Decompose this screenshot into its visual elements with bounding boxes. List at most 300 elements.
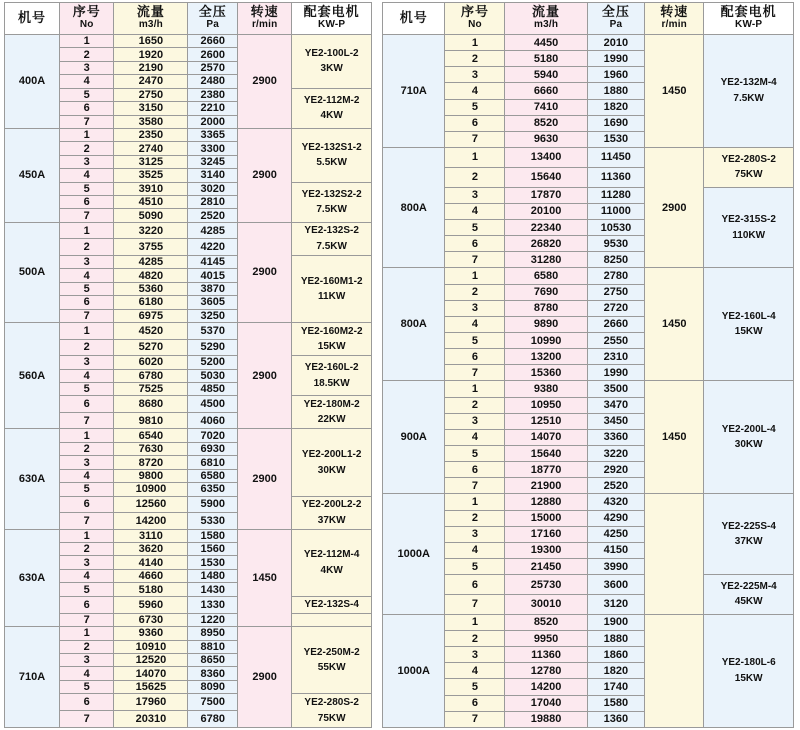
cell-total-pressure: 6930 (188, 442, 238, 455)
cell-sequence-no: 3 (60, 654, 114, 667)
cell-motor-spec (292, 182, 372, 222)
cell-sequence-no: 7 (60, 309, 114, 322)
cell-sequence-no: 5 (60, 483, 114, 496)
cell-total-pressure: 3990 (587, 558, 645, 574)
motor-power: 4KW (320, 564, 343, 576)
cell-sequence-no: 6 (60, 102, 114, 115)
cell-total-pressure: 3605 (188, 296, 238, 309)
column-header-pressure-cn: 全压 (601, 5, 630, 21)
cell-flow-rate: 3525 (114, 169, 188, 182)
cell-total-pressure: 1430 (188, 583, 238, 596)
cell-flow-rate: 14070 (505, 429, 587, 445)
motor-power: 7.5KW (316, 204, 347, 216)
motor-power: 30KW (734, 439, 763, 451)
cell-flow-rate: 14200 (114, 513, 188, 530)
cell-sequence-no: 5 (445, 332, 505, 348)
cell-total-pressure: 1820 (587, 99, 645, 115)
cell-flow-rate: 2470 (114, 75, 188, 88)
motor-power: 37KW (734, 536, 763, 548)
cell-total-pressure: 1740 (587, 679, 645, 695)
cell-total-pressure: 2720 (587, 300, 645, 316)
cell-flow-rate: 3220 (114, 222, 188, 239)
cell-sequence-no: 2 (60, 239, 114, 256)
column-header-no-cn: 序号 (72, 5, 101, 21)
motor-model: YE2-200L2-2 (301, 499, 362, 511)
motor-model: YE2-160L-4 (721, 310, 776, 322)
table-row (5, 596, 372, 613)
column-header-no (60, 3, 114, 35)
cell-flow-rate: 4820 (114, 269, 188, 282)
cell-sequence-no: 5 (445, 558, 505, 574)
cell-flow-rate: 26820 (505, 236, 587, 252)
cell-total-pressure: 3245 (188, 155, 238, 168)
cell-total-pressure: 3120 (587, 594, 645, 614)
column-header-flow-cn: 流量 (532, 5, 561, 21)
cell-motor-spec (292, 35, 372, 89)
column-header-speed-en: r/min (661, 19, 687, 31)
left-table-container (0, 0, 372, 730)
cell-sequence-no: 4 (60, 169, 114, 182)
cell-sequence-no: 6 (445, 575, 505, 595)
cell-flow-rate: 12560 (114, 496, 188, 513)
cell-motor-spec (292, 496, 372, 529)
cell-flow-rate: 5180 (505, 51, 587, 67)
cell-total-pressure: 1580 (188, 529, 238, 542)
column-header-pressure-en: Pa (206, 19, 220, 31)
column-header-motor-en: KW-P (318, 19, 346, 31)
cell-total-pressure: 2920 (587, 462, 645, 478)
cell-motor-spec (704, 381, 794, 494)
motor-model: YE2-132S-2 (304, 225, 359, 237)
cell-total-pressure: 7020 (188, 429, 238, 442)
cell-total-pressure: 1860 (587, 647, 645, 663)
motor-model: YE2-315S-2 (721, 214, 776, 226)
cell-flow-rate: 3620 (114, 543, 188, 556)
cell-flow-rate: 6660 (505, 83, 587, 99)
cell-sequence-no: 3 (60, 556, 114, 569)
cell-flow-rate: 8720 (114, 456, 188, 469)
cell-rotation-speed: 2900 (238, 429, 292, 529)
cell-motor-spec (704, 187, 794, 268)
cell-flow-rate: 19300 (505, 542, 587, 558)
cell-motor-spec (292, 128, 372, 182)
cell-total-pressure: 3870 (188, 282, 238, 295)
cell-flow-rate: 9360 (114, 627, 188, 640)
table-row (5, 35, 372, 48)
cell-total-pressure: 4320 (587, 494, 645, 510)
cell-flow-rate: 17160 (505, 526, 587, 542)
cell-sequence-no: 3 (60, 61, 114, 74)
cell-total-pressure: 4145 (188, 255, 238, 268)
cell-sequence-no: 2 (445, 284, 505, 300)
column-header-flow-en: m3/h (138, 19, 163, 31)
cell-sequence-no: 4 (445, 429, 505, 445)
cell-total-pressure: 1360 (587, 711, 645, 727)
cell-sequence-no: 1 (60, 222, 114, 239)
cell-sequence-no: 1 (60, 323, 114, 340)
cell-sequence-no: 2 (60, 48, 114, 61)
cell-total-pressure: 4250 (587, 526, 645, 542)
table-row (5, 396, 372, 413)
table-row (5, 529, 372, 542)
cell-total-pressure: 11450 (587, 147, 645, 167)
cell-total-pressure: 5370 (188, 323, 238, 340)
cell-flow-rate: 15000 (505, 510, 587, 526)
column-header-pressure (188, 3, 238, 35)
column-header-flow-cn: 流量 (136, 5, 165, 21)
cell-flow-rate: 13200 (505, 349, 587, 365)
cell-flow-rate: 19880 (505, 711, 587, 727)
cell-rotation-speed: 2900 (645, 147, 704, 267)
cell-sequence-no: 3 (60, 255, 114, 268)
motor-model: YE2-132S2-2 (301, 188, 362, 200)
cell-flow-rate: 12780 (505, 663, 587, 679)
cell-flow-rate: 4285 (114, 255, 188, 268)
cell-total-pressure: 8810 (188, 640, 238, 653)
cell-sequence-no: 4 (445, 316, 505, 332)
cell-sequence-no: 1 (60, 627, 114, 640)
cell-flow-rate: 31280 (505, 252, 587, 268)
cell-fan-model: 450A (5, 128, 60, 222)
cell-sequence-no: 4 (60, 369, 114, 382)
cell-total-pressure: 4150 (587, 542, 645, 558)
cell-flow-rate: 10990 (505, 332, 587, 348)
motor-model: YE2-180L-6 (721, 657, 776, 669)
cell-sequence-no: 4 (60, 269, 114, 282)
column-header-speed (238, 3, 292, 35)
cell-rotation-speed: 2900 (238, 35, 292, 129)
cell-motor-spec (292, 255, 372, 322)
cell-total-pressure: 6810 (188, 456, 238, 469)
cell-flow-rate: 10910 (114, 640, 188, 653)
cell-flow-rate: 3110 (114, 529, 188, 542)
motor-power: 110KW (732, 229, 766, 241)
cell-flow-rate: 21900 (505, 478, 587, 494)
cell-sequence-no: 4 (445, 663, 505, 679)
cell-motor-spec (704, 494, 794, 575)
cell-flow-rate: 25730 (505, 575, 587, 595)
cell-sequence-no: 5 (60, 282, 114, 295)
cell-motor-spec (704, 35, 794, 148)
cell-flow-rate: 1920 (114, 48, 188, 61)
cell-sequence-no: 6 (445, 236, 505, 252)
cell-flow-rate: 11360 (505, 647, 587, 663)
cell-flow-rate: 20100 (505, 203, 587, 219)
table-row (5, 222, 372, 239)
column-header-no-cn: 序号 (460, 5, 489, 21)
cell-sequence-no: 7 (445, 711, 505, 727)
cell-total-pressure: 2810 (188, 196, 238, 209)
column-header-speed (645, 3, 704, 35)
cell-total-pressure: 5900 (188, 496, 238, 513)
cell-flow-rate: 4140 (114, 556, 188, 569)
motor-power: 37KW (317, 514, 346, 526)
cell-motor-spec (292, 529, 372, 596)
cell-sequence-no: 4 (445, 83, 505, 99)
table-row (383, 268, 794, 284)
cell-flow-rate: 13400 (505, 147, 587, 167)
column-header-motor-cn: 配套电机 (720, 5, 777, 21)
motor-power: 15KW (734, 326, 763, 338)
cell-total-pressure: 1990 (587, 365, 645, 381)
cell-fan-model: 500A (5, 222, 60, 322)
cell-rotation-speed: 2900 (238, 222, 292, 322)
motor-power: 11KW (318, 291, 346, 303)
cell-sequence-no: 4 (60, 469, 114, 482)
table-row (383, 381, 794, 397)
cell-sequence-no: 6 (445, 115, 505, 131)
cell-sequence-no: 5 (60, 382, 114, 395)
cell-sequence-no: 1 (445, 381, 505, 397)
motor-model: YE2-132S1-2 (301, 141, 362, 153)
cell-flow-rate: 12880 (505, 494, 587, 510)
cell-sequence-no: 1 (60, 429, 114, 442)
cell-sequence-no: 5 (445, 445, 505, 461)
cell-rotation-speed: 1450 (645, 381, 704, 494)
cell-flow-rate: 9950 (505, 630, 587, 646)
cell-total-pressure: 2660 (587, 316, 645, 332)
cell-total-pressure: 5030 (188, 369, 238, 382)
motor-power: 22KW (317, 414, 346, 426)
table-row (5, 323, 372, 340)
cell-total-pressure: 4285 (188, 222, 238, 239)
cell-total-pressure: 8360 (188, 667, 238, 680)
cell-sequence-no: 5 (60, 583, 114, 596)
motor-power: 55KW (317, 662, 346, 674)
cell-flow-rate: 6780 (114, 369, 188, 382)
cell-fan-model: 1000A (383, 494, 445, 614)
cell-total-pressure: 6580 (188, 469, 238, 482)
motor-power: 15KW (734, 672, 763, 684)
cell-total-pressure: 3020 (188, 182, 238, 195)
motor-model: YE2-160M1-2 (300, 275, 363, 287)
cell-total-pressure: 5290 (188, 339, 238, 356)
motor-power: 3KW (320, 63, 343, 75)
cell-total-pressure: 5330 (188, 513, 238, 530)
cell-sequence-no: 6 (60, 596, 114, 613)
table-header-row (383, 3, 794, 35)
cell-total-pressure: 2480 (188, 75, 238, 88)
cell-sequence-no: 2 (445, 51, 505, 67)
motor-power: 18.5KW (313, 377, 350, 389)
cell-total-pressure: 4290 (587, 510, 645, 526)
table-row (5, 496, 372, 513)
column-header-no-en: No (79, 19, 94, 31)
motor-model: YE2-160L-2 (304, 362, 359, 374)
cell-total-pressure: 1480 (188, 569, 238, 582)
cell-flow-rate: 7525 (114, 382, 188, 395)
cell-flow-rate: 8780 (505, 300, 587, 316)
cell-total-pressure: 11280 (587, 187, 645, 203)
cell-flow-rate: 6540 (114, 429, 188, 442)
cell-sequence-no: 1 (445, 268, 505, 284)
cell-flow-rate: 7630 (114, 442, 188, 455)
table-row (5, 128, 372, 141)
cell-flow-rate: 5180 (114, 583, 188, 596)
cell-flow-rate: 15625 (114, 680, 188, 693)
motor-model: YE2-225S-4 (721, 520, 776, 532)
column-header-flow (114, 3, 188, 35)
cell-motor-spec (292, 323, 372, 356)
cell-rotation-speed: 2900 (238, 627, 292, 728)
cell-total-pressure: 3300 (188, 142, 238, 155)
cell-total-pressure: 8250 (587, 252, 645, 268)
cell-flow-rate: 9890 (505, 316, 587, 332)
cell-total-pressure: 2750 (587, 284, 645, 300)
cell-flow-rate: 6580 (505, 268, 587, 284)
column-header-model (383, 3, 445, 35)
cell-total-pressure: 4500 (188, 396, 238, 413)
motor-power: 7.5KW (733, 92, 764, 104)
cell-total-pressure: 1220 (188, 613, 238, 626)
cell-sequence-no: 1 (445, 494, 505, 510)
cell-sequence-no: 7 (60, 513, 114, 530)
cell-flow-rate: 22340 (505, 219, 587, 235)
cell-motor-spec (292, 356, 372, 396)
cell-sequence-no: 1 (60, 128, 114, 141)
cell-sequence-no: 7 (60, 412, 114, 429)
cell-sequence-no: 3 (60, 155, 114, 168)
cell-total-pressure: 3500 (587, 381, 645, 397)
column-header-motor-cn: 配套电机 (303, 5, 360, 21)
cell-sequence-no: 3 (445, 647, 505, 663)
motor-model: YE2-250M-2 (303, 646, 360, 658)
cell-sequence-no: 4 (445, 542, 505, 558)
cell-sequence-no: 6 (445, 349, 505, 365)
motor-power: 75KW (734, 169, 763, 181)
table-row (383, 494, 794, 510)
table-row (5, 613, 372, 626)
motor-power: 75KW (317, 712, 346, 724)
cell-total-pressure: 2210 (188, 102, 238, 115)
cell-flow-rate: 4520 (114, 323, 188, 340)
motor-power: 30KW (317, 464, 346, 476)
column-header-pressure-cn: 全压 (198, 5, 227, 21)
cell-flow-rate: 3910 (114, 182, 188, 195)
cell-flow-rate: 8520 (505, 115, 587, 131)
cell-sequence-no: 1 (60, 35, 114, 48)
cell-flow-rate: 6730 (114, 613, 188, 626)
cell-flow-rate: 4450 (505, 35, 587, 51)
cell-total-pressure: 3365 (188, 128, 238, 141)
cell-rotation-speed (645, 494, 704, 614)
column-header-model-cn: 机号 (399, 10, 428, 26)
cell-sequence-no: 4 (60, 569, 114, 582)
table-gutter (372, 0, 382, 730)
cell-sequence-no: 3 (445, 526, 505, 542)
cell-sequence-no: 7 (445, 131, 505, 147)
cell-sequence-no: 7 (60, 209, 114, 222)
motor-model: YE2-280S-2 (721, 153, 776, 165)
cell-flow-rate: 21450 (505, 558, 587, 574)
table-header-row (5, 3, 372, 35)
cell-total-pressure: 8650 (188, 654, 238, 667)
cell-fan-model: 900A (383, 381, 445, 494)
cell-sequence-no: 2 (60, 142, 114, 155)
cell-total-pressure: 8090 (188, 680, 238, 693)
cell-sequence-no: 6 (60, 496, 114, 513)
cell-rotation-speed: 2900 (238, 128, 292, 222)
cell-total-pressure: 1880 (587, 83, 645, 99)
cell-total-pressure: 10530 (587, 219, 645, 235)
table-row (383, 35, 794, 51)
cell-flow-rate: 5360 (114, 282, 188, 295)
column-header-flow-en: m3/h (533, 19, 559, 31)
cell-flow-rate: 30010 (505, 594, 587, 614)
cell-flow-rate: 2740 (114, 142, 188, 155)
cell-sequence-no: 7 (445, 252, 505, 268)
fan-spec-table-right (382, 2, 794, 728)
cell-flow-rate: 8520 (505, 614, 587, 630)
column-header-no-en: No (468, 19, 482, 31)
table-row (5, 255, 372, 268)
cell-sequence-no: 1 (445, 35, 505, 51)
cell-total-pressure: 7500 (188, 694, 238, 711)
cell-total-pressure: 2380 (188, 88, 238, 101)
cell-sequence-no: 3 (445, 67, 505, 83)
column-header-speed-cn: 转速 (660, 5, 689, 21)
motor-model: YE2-200L1-2 (301, 449, 362, 461)
cell-total-pressure: 6350 (188, 483, 238, 496)
table-row (383, 147, 794, 167)
table-row (5, 182, 372, 195)
cell-fan-model: 630A (5, 529, 60, 627)
cell-total-pressure: 4850 (188, 382, 238, 395)
cell-sequence-no: 2 (60, 543, 114, 556)
cell-flow-rate: 14070 (114, 667, 188, 680)
cell-flow-rate: 9630 (505, 131, 587, 147)
cell-flow-rate: 3580 (114, 115, 188, 128)
cell-total-pressure: 5200 (188, 356, 238, 369)
cell-sequence-no: 4 (445, 203, 505, 219)
cell-flow-rate: 14200 (505, 679, 587, 695)
cell-sequence-no: 2 (445, 510, 505, 526)
table-row (5, 88, 372, 101)
cell-motor-spec (292, 627, 372, 694)
cell-sequence-no: 5 (60, 680, 114, 693)
cell-total-pressure: 2010 (587, 35, 645, 51)
cell-sequence-no: 6 (60, 396, 114, 413)
table-row (383, 187, 794, 203)
cell-total-pressure: 9530 (587, 236, 645, 252)
cell-sequence-no: 3 (60, 356, 114, 369)
cell-rotation-speed: 1450 (238, 529, 292, 627)
cell-flow-rate: 5960 (114, 596, 188, 613)
cell-total-pressure: 4220 (188, 239, 238, 256)
cell-total-pressure: 1530 (188, 556, 238, 569)
table-row (5, 627, 372, 640)
motor-model: YE2-112M-4 (303, 549, 360, 561)
cell-fan-model: 630A (5, 429, 60, 529)
cell-sequence-no: 2 (60, 442, 114, 455)
motor-power: 4KW (320, 110, 343, 122)
cell-total-pressure: 4060 (188, 412, 238, 429)
cell-total-pressure: 3450 (587, 413, 645, 429)
cell-flow-rate: 2190 (114, 61, 188, 74)
cell-total-pressure: 3140 (188, 169, 238, 182)
cell-flow-rate: 6020 (114, 356, 188, 369)
cell-total-pressure: 3220 (587, 445, 645, 461)
cell-sequence-no: 2 (60, 339, 114, 356)
cell-flow-rate: 7690 (505, 284, 587, 300)
cell-total-pressure: 11000 (587, 203, 645, 219)
cell-total-pressure: 3600 (587, 575, 645, 595)
cell-total-pressure: 1330 (188, 596, 238, 613)
cell-total-pressure: 2550 (587, 332, 645, 348)
cell-motor-spec (292, 396, 372, 429)
cell-flow-rate: 2750 (114, 88, 188, 101)
cell-fan-model: 560A (5, 323, 60, 429)
